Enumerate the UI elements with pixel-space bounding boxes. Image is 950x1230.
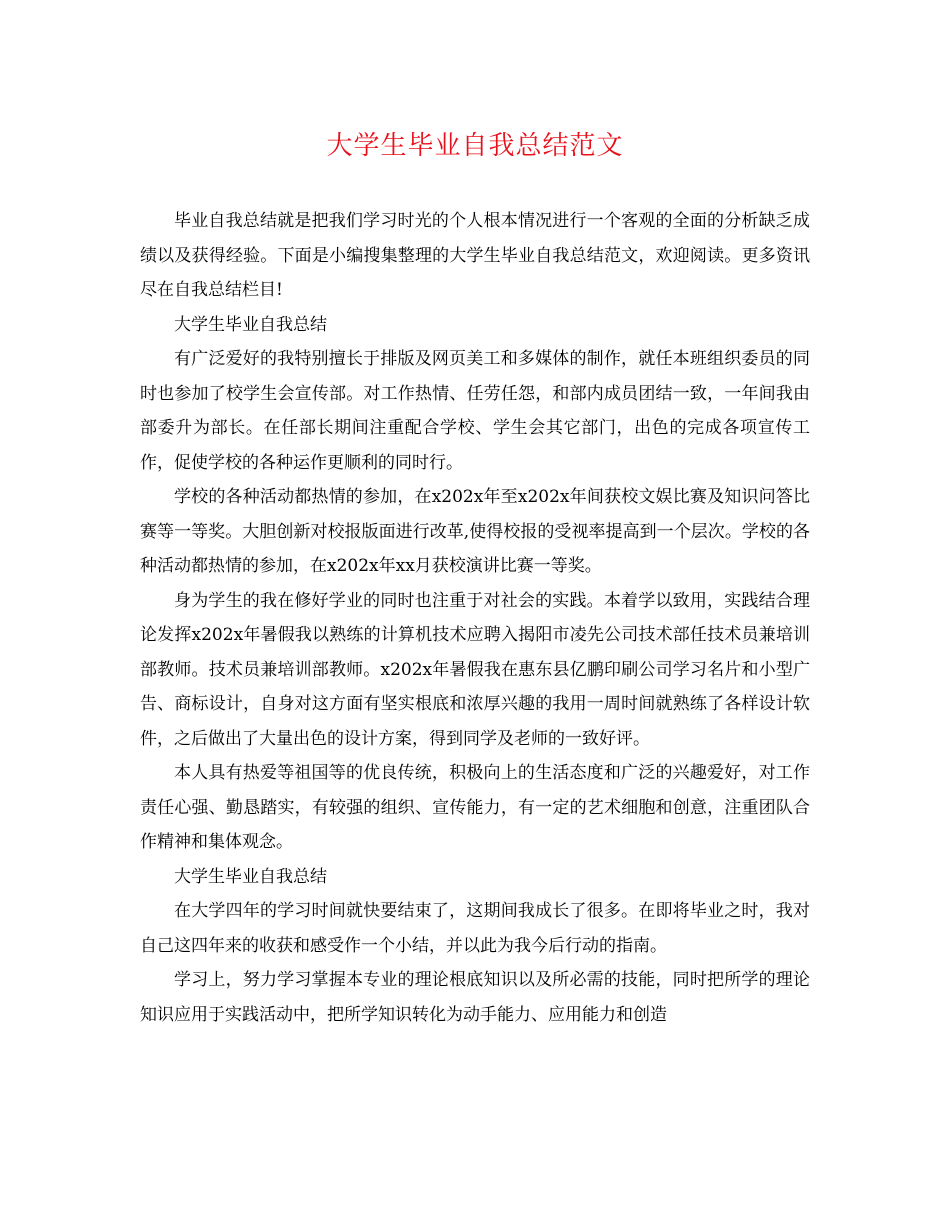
section-heading: 大学生毕业自我总结 [174, 314, 327, 335]
paragraph: 本人具有热爱等祖国等的优良传统，积极向上的生活态度和广泛的兴趣爱好，对工作责任心强、勤恳踏实，有较强的组织、宣传能力，有一定的艺术细胞和创意，注重团队合作精神和集体观念。 [140, 763, 810, 852]
paragraph: 在大学四年的学习时间就快要结束了，这期间我成长了很多。在即将毕业之时，我对自己这四年来的收获和感受作一个小结，并以此为我今后行动的指南。 [140, 901, 810, 956]
document-body [140, 204, 810, 1032]
document-title: 大学生毕业自我总结范文 [326, 131, 624, 161]
paragraph: 学习上，努力学习掌握本专业的理论根底知识以及所必需的技能，同时把所学的理论知识应用于实践活动中，把所学知识转化为动手能力、应用能力和创造 [140, 970, 810, 1025]
paragraph: 学校的各种活动都热情的参加，在x202x年至x202x年间获校文娱比赛及知识问答比赛等一等奖。大胆创新对校报版面进行改革,使得校报的受视率提高到一个层次。学校的各种活动都热情的参加，在x202x年xx月获校演讲比赛一等奖。 [140, 487, 810, 576]
section-heading: 大学生毕业自我总结 [174, 866, 327, 887]
paragraph: 有广泛爱好的我特别擅长于排版及网页美工和多媒体的制作，就任本班组织委员的同时也参加了校学生会宣传部。对工作热情、任劳任怨，和部内成员团结一致，一年间我由部委升为部长。在任部长期间注重配合学校、学生会其它部门，出色的完成各项宣传工作，促使学校的各种运作更顺利的同时行。 [140, 349, 810, 473]
paragraph-intro: 毕业自我总结就是把我们学习时光的个人根本情况进行一个客观的全面的分析缺乏成绩以及获得经验。下面是小编搜集整理的大学生毕业自我总结范文，欢迎阅读。更多资讯尽在自我总结栏目! [140, 211, 810, 300]
paragraph: 身为学生的我在修好学业的同时也注重于对社会的实践。本着学以致用，实践结合理论发挥x202x年暑假我以熟练的计算机技术应聘入揭阳市凌先公司技术部任技术员兼培训部教师。技术员兼培训部教师。x202x年暑假我在惠东县亿鹏印刷公司学习名片和小型广告、商标设计，自身对这方面有坚实根底和浓厚兴趣的我用一周时间就熟练了各样设计软件，之后做出了大量出色的设计方案，得到同学及老师的一致好评。 [140, 590, 810, 749]
